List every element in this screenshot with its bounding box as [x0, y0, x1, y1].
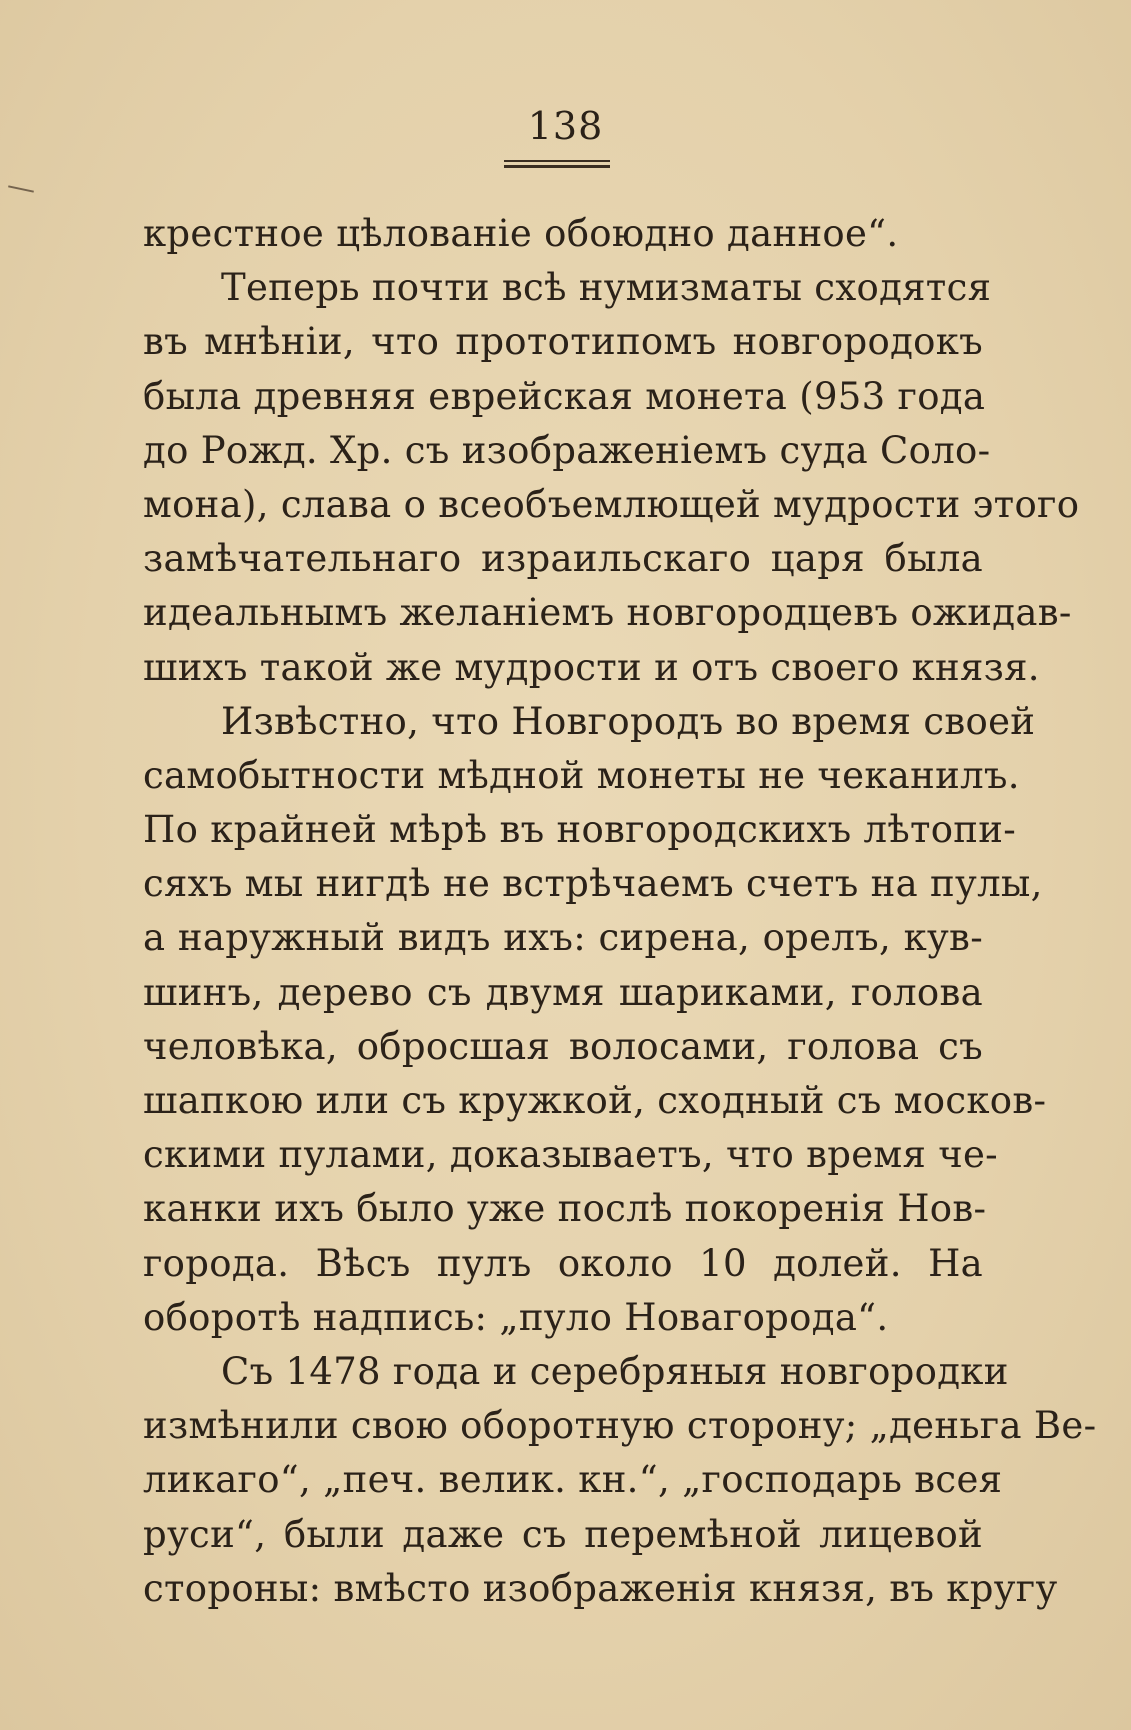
page-number: 138: [527, 104, 604, 148]
text-line: стороны: вмѣсто изображенія князя, въ кругу: [143, 1566, 1058, 1610]
text-line: самобытности мѣдной монеты не чеканилъ.: [143, 753, 1020, 797]
text-line: мона), слава о всеобъемлющей мудрости этого: [143, 482, 1080, 526]
text-line: замѣчательнаго израильскаго царя была: [143, 537, 983, 581]
body-text: [143, 207, 1097, 1616]
text-line: шапкою или съ кружкой, сходный съ москов-: [143, 1079, 1047, 1122]
text-line: крестное цѣлованіе обоюдно данное“.: [143, 212, 899, 255]
page-number-rule: [504, 160, 610, 168]
margin-mark: [8, 185, 34, 192]
text-line: измѣнили свою оборотную сторону; „деньга Ве-: [143, 1404, 1097, 1448]
text-line: скими пулами, доказываетъ, что время че-: [143, 1133, 998, 1177]
text-line: а наружный видъ ихъ: сирена, орелъ, кув-: [143, 916, 983, 960]
text-line: Теперь почти всѣ нумизматы сходятся: [221, 266, 992, 310]
text-line: Извѣстно, что Новгородъ во время своей: [221, 699, 1036, 743]
text-line: руси“, были даже съ перемѣной лицевой: [143, 1512, 983, 1556]
text-line: шинъ, дерево съ двумя шариками, голова: [143, 970, 983, 1014]
text-line: сяхъ мы нигдѣ не встрѣчаемъ счетъ на пулы,: [143, 862, 1043, 906]
text-line: въ мнѣніи, что прототипомъ новгородокъ: [143, 320, 983, 364]
text-line: канки ихъ было уже послѣ покоренія Нов-: [143, 1187, 987, 1231]
text-line: до Рожд. Хр. съ изображеніемъ суда Соло-: [143, 428, 991, 472]
text-line: оборотѣ надпись: „пуло Новагорода“.: [143, 1295, 889, 1339]
text-line: Съ 1478 года и серебряныя новгородки: [221, 1349, 1009, 1393]
text-line: идеальнымъ желаніемъ новгородцевъ ожидав-: [143, 591, 1072, 635]
text-line: была древняя еврейская монета (953 года: [143, 374, 986, 418]
text-line: По крайней мѣрѣ въ новгородскихъ лѣтопи-: [143, 808, 1017, 852]
text-line: ликаго“, „печ. велик. кн.“, „господарь всея: [143, 1458, 1003, 1502]
text-line: города. Вѣсъ пулъ около 10 долей. На: [143, 1241, 983, 1285]
text-line: человѣка, обросшая волосами, голова съ: [143, 1024, 983, 1068]
text-line: шихъ такой же мудрости и отъ своего князя.: [143, 645, 1040, 689]
